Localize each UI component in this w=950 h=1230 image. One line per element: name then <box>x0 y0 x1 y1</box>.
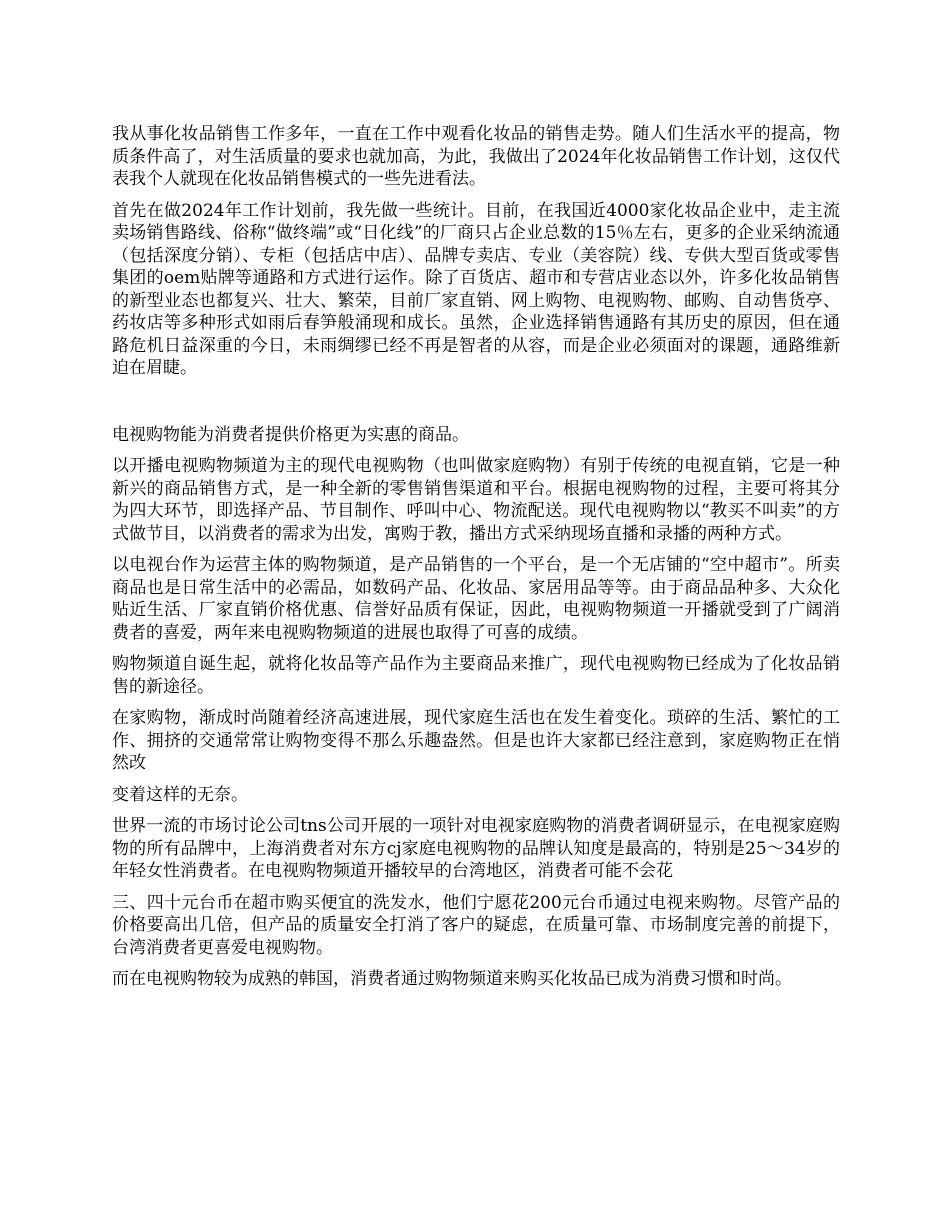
paragraph-korea-market: 而在电视购物较为成熟的韩国，消费者通过购物频道来购买化妆品已成为消费习惯和时尚。 <box>112 969 792 989</box>
paragraph-shopping-channel: 以电视台作为运营主体的购物频道，是产品销售的一个平台，是一个无店铺的“空中超市”。所卖商品也是日常生活中的必需品，如数码产品、化妆品、家居用品等等。由于商品品种多、大众化贴近生活、厂家直销价格优惠、信誉好品质有保证，因此，电视购物频道一开播就受到了广阔消费者的喜爱，两年来电视购物频道的进展也取得了可喜的成绩。 <box>112 555 840 643</box>
paragraph-spacer <box>112 389 840 424</box>
paragraph-taiwan-market: 三、四十元台币在超市购买便宜的洗发水，他们宁愿花200元台币通过电视来购物。尽管产品的价格要高出几倍，但产品的质量安全打消了客户的疑虑，在质量可靠、市场制度完善的前提下，台湾消费者更喜爱电视购物。 <box>112 892 840 958</box>
paragraph-home-shopping: 在家购物，渐成时尚随着经济高速进展，现代家庭生活也在发生着变化。琐碎的生活、繁忙的工作、拥挤的交通常常让购物变得不那么乐趣盎然。但是也许大家都已经注意到，家庭购物正在悄然改 <box>112 708 840 773</box>
paragraph-tns-survey: 世界一流的市场讨论公司tns公司开展的一项针对电视家庭购物的消费者调研显示，在电视家庭购物的所有品牌中，上海消费者对东方cj家庭电视购物的品牌认知度是最高的，特别是25～34岁的年轻女性消费者。在电视购物频道开播较早的台湾地区，消费者可能不会花 <box>112 816 840 881</box>
paragraph-home-shopping-continued: 变着这样的无奈。 <box>112 784 248 805</box>
document-page <box>112 123 840 1000</box>
paragraph-intro: 我从事化妆品销售工作多年，一直在工作中观看化妆品的销售走势。随人们生活水平的提高，物质条件高了，对生活质量的要求也就加高，为此，我做出了2024年化妆品销售工作计划，这仅代表我个人就现在化妆品销售模式的一些先进看法。 <box>112 124 840 189</box>
paragraph-tv-shopping-headline: 电视购物能为消费者提供价格更为实惠的商品。 <box>112 424 469 445</box>
paragraph-statistics: 首先在做2024年工作计划前，我先做一些统计。目前，在我国近4000家化妆品企业中，走主流卖场销售路线、俗称“做终端”或“日化线”的厂商只占企业总数的15％左右，更多的企业采纳流通（包括深度分销）、专柜（包括店中店）、品牌专卖店、专业（美容院）线、专供大型百货或零售集团的oem贴牌等通路和方式进行运作。除了百货店、超市和专营店业态以外，许多化妆品销售的新型业态也都复兴、壮大、繁荣，目前厂家直销、网上购物、电视购物、邮购、自动售货亭、药妆店等多种形式如雨后春笋般涌现和成长。虽然，企业选择销售通路有其历史的原因，但在通路危机日益深重的今日，未雨绸缪已经不再是智者的从容，而是企业必须面对的课题，通路维新迫在眉睫。 <box>112 200 840 378</box>
paragraph-tv-shopping-definition: 以开播电视购物频道为主的现代电视购物（也叫做家庭购物）有别于传统的电视直销，它是一种新兴的商品销售方式，是一种全新的零售销售渠道和平台。根据电视购物的过程，主要可将其分为四大环节，即选择产品、节目制作、呼叫中心、物流配送。现代电视购物以“教买不叫卖”的方式做节目，以消费者的需求为出发，寓购于教，播出方式采纳现场直播和录播的两种方式。 <box>112 456 840 544</box>
paragraph-cosmetics-channel: 购物频道自诞生起，就将化妆品等产品作为主要商品来推广，现代电视购物已经成为了化妆品销售的新途径。 <box>112 654 840 697</box>
